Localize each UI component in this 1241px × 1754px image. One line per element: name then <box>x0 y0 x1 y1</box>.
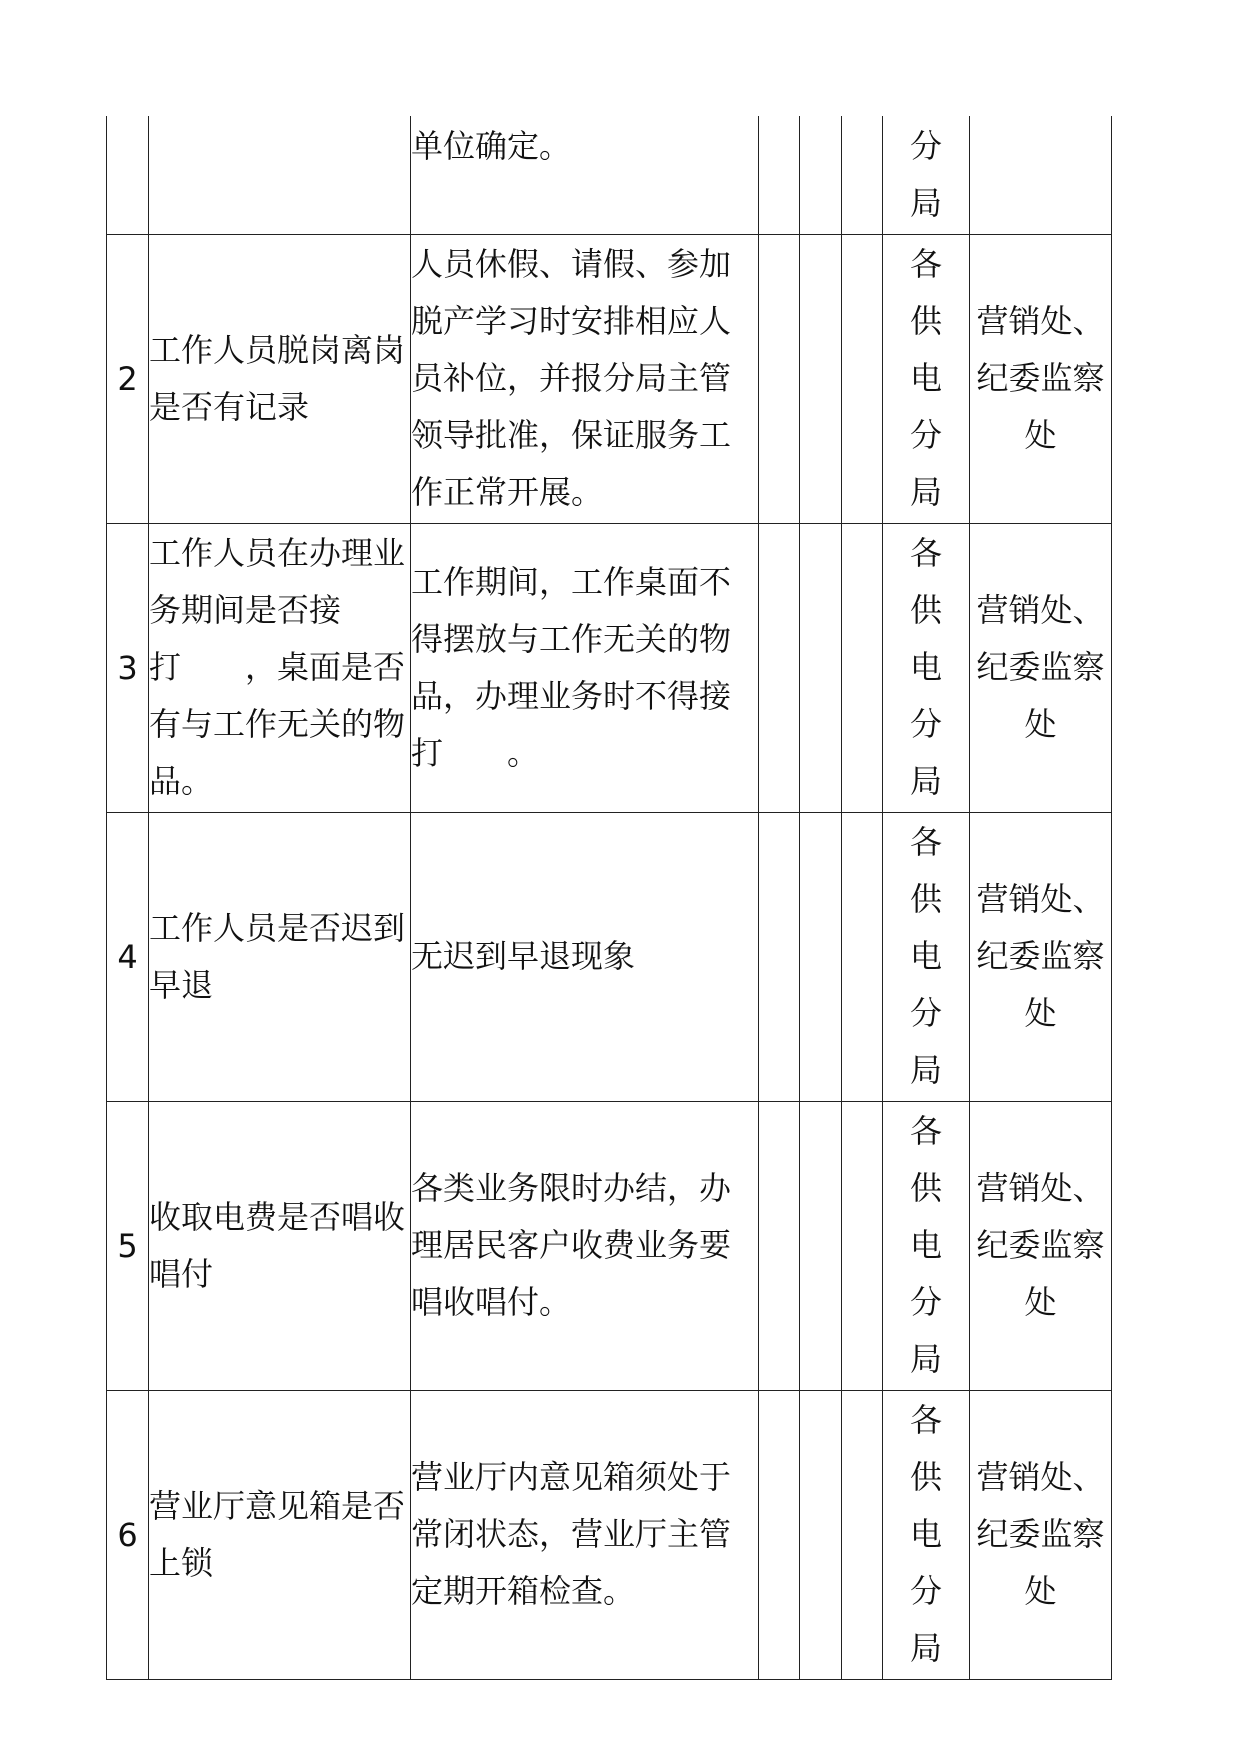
blank-cell <box>800 812 842 1101</box>
responsible-unit <box>883 1101 970 1390</box>
blank-cell <box>800 1390 842 1679</box>
blank-cell <box>800 116 842 234</box>
unit-char: 分 <box>909 1572 942 1610</box>
blank-cell <box>842 1390 883 1679</box>
table-row <box>107 116 1112 234</box>
check-standard: 人员休假、请假、参加脱产学习时安排相应人员补位，并报分局主管领导批准，保证服务工作正常开展。 <box>411 234 759 523</box>
unit-char: 各 <box>909 823 942 861</box>
check-item: 工作人员是否迟到早退 <box>149 812 411 1101</box>
supervising-dept: 营销处、纪委监察处 <box>970 234 1112 523</box>
check-standard: 工作期间，工作桌面不得摆放与工作无关的物品，办理业务时不得接打 。 <box>411 523 759 812</box>
check-standard: 单位确定。 <box>411 116 759 234</box>
blank-cell <box>800 523 842 812</box>
table-row <box>107 523 1112 812</box>
supervising-dept: 营销处、纪委监察处 <box>970 812 1112 1101</box>
supervising-dept: 营销处、纪委监察处 <box>970 523 1112 812</box>
supervising-dept: 营销处、纪委监察处 <box>970 1101 1112 1390</box>
unit-char: 分 <box>909 994 942 1032</box>
unit-char: 各 <box>909 1112 942 1150</box>
unit-char: 局 <box>909 1051 942 1089</box>
responsible-unit <box>883 523 970 812</box>
unit-char: 各 <box>909 534 942 572</box>
blank-cell <box>759 812 800 1101</box>
unit-char: 分 <box>909 416 942 454</box>
blank-cell <box>842 234 883 523</box>
unit-char: 供 <box>909 880 942 918</box>
blank-cell <box>842 116 883 234</box>
check-item: 工作人员在办理业务期间是否接打 ，桌面是否有与工作无关的物品。 <box>149 523 411 812</box>
responsible-unit <box>883 116 970 234</box>
check-item: 营业厅意见箱是否上锁 <box>149 1390 411 1679</box>
row-number: 6 <box>107 1390 149 1679</box>
row-number: 5 <box>107 1101 149 1390</box>
check-item: 收取电费是否唱收唱付 <box>149 1101 411 1390</box>
blank-cell <box>842 523 883 812</box>
responsible-unit <box>883 1390 970 1679</box>
unit-char: 分 <box>909 705 942 743</box>
blank-cell <box>842 1101 883 1390</box>
unit-char: 电 <box>909 937 942 975</box>
row-number <box>107 116 149 234</box>
unit-char: 各 <box>909 1401 942 1439</box>
unit-char: 局 <box>909 183 942 222</box>
unit-char: 各 <box>909 245 942 283</box>
responsible-unit <box>883 812 970 1101</box>
table-row <box>107 812 1112 1101</box>
row-number: 4 <box>107 812 149 1101</box>
check-standard: 各类业务限时办结，办理居民客户收费业务要唱收唱付。 <box>411 1101 759 1390</box>
unit-char: 电 <box>909 648 942 686</box>
unit-char: 电 <box>909 359 942 397</box>
blank-cell <box>800 1101 842 1390</box>
blank-cell <box>842 812 883 1101</box>
unit-char: 供 <box>909 1458 942 1496</box>
blank-cell <box>759 1390 800 1679</box>
unit-char: 电 <box>909 1226 942 1264</box>
unit-char: 局 <box>909 762 942 800</box>
unit-char: 局 <box>909 1629 942 1667</box>
unit-char: 局 <box>909 473 942 511</box>
inspection-table <box>106 116 1112 1680</box>
row-number: 3 <box>107 523 149 812</box>
table-row <box>107 1390 1112 1679</box>
check-item: 工作人员脱岗离岗是否有记录 <box>149 234 411 523</box>
blank-cell <box>759 523 800 812</box>
unit-char: 供 <box>909 1169 942 1207</box>
blank-cell <box>759 234 800 523</box>
responsible-unit <box>883 234 970 523</box>
blank-cell <box>759 116 800 234</box>
unit-char: 局 <box>909 1340 942 1378</box>
unit-char: 电 <box>909 1515 942 1553</box>
blank-cell <box>800 234 842 523</box>
supervising-dept: 营销处、纪委监察处 <box>970 1390 1112 1679</box>
supervising-dept <box>970 116 1112 234</box>
unit-char: 分 <box>909 1283 942 1321</box>
table-row <box>107 1101 1112 1390</box>
row-number: 2 <box>107 234 149 523</box>
blank-cell <box>759 1101 800 1390</box>
check-standard: 无迟到早退现象 <box>411 812 759 1101</box>
check-item <box>149 116 411 234</box>
check-standard: 营业厅内意见箱须处于常闭状态，营业厅主管定期开箱检查。 <box>411 1390 759 1679</box>
table-row <box>107 234 1112 523</box>
unit-char: 供 <box>909 591 942 629</box>
unit-char: 分 <box>909 126 942 165</box>
unit-char: 供 <box>909 302 942 340</box>
